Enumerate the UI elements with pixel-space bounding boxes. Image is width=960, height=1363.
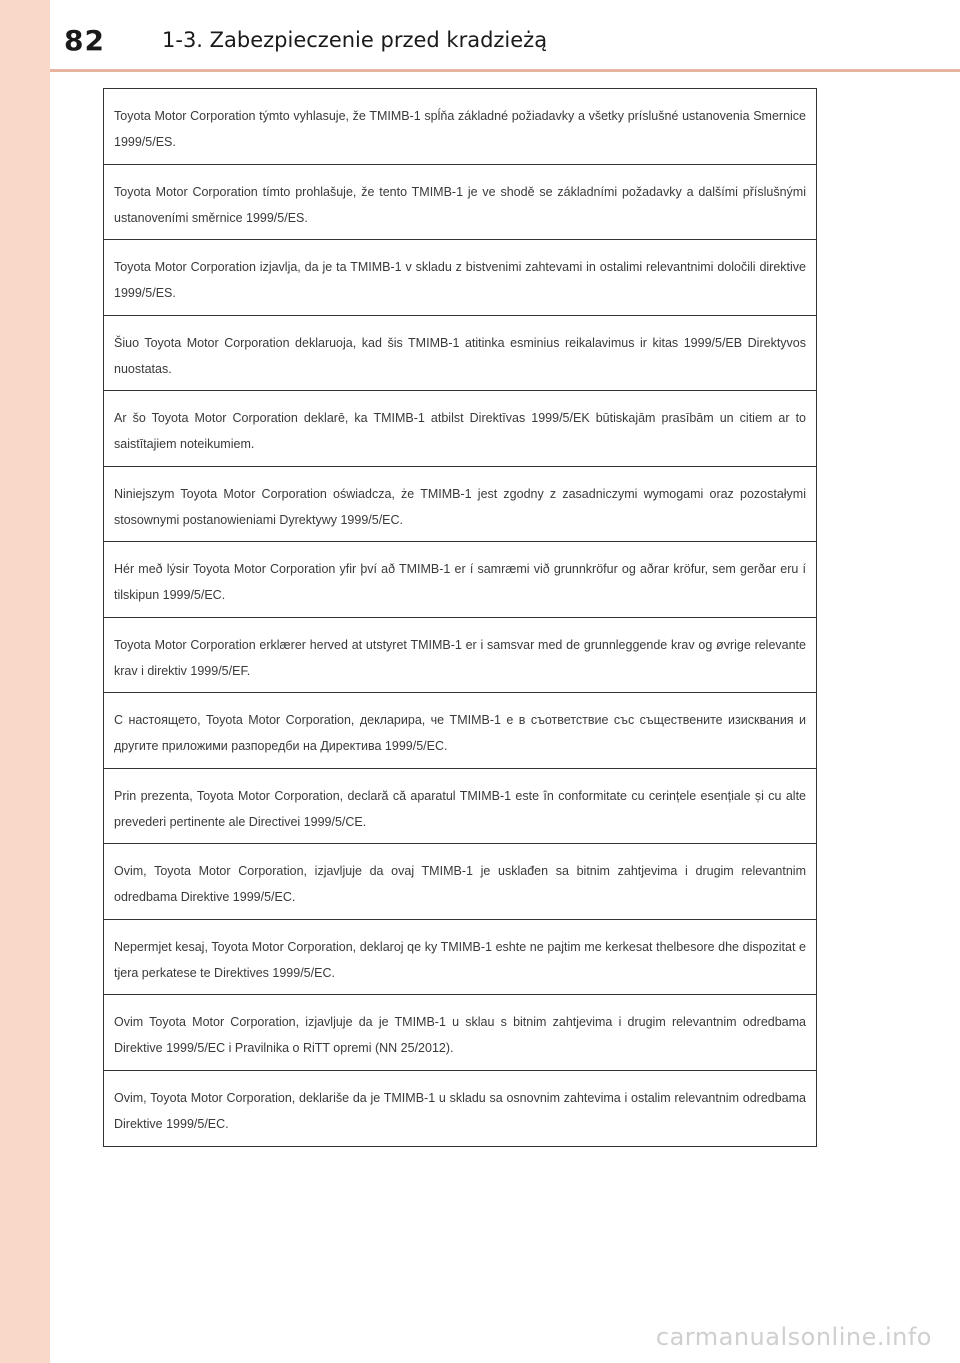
page-header: [0, 0, 960, 72]
declaration-row: Hér með lýsir Toyota Motor Corporation yfir því að TMIMB-1 er í samræmi við grunnkröfur og aðrar kröfur, sem gerðar eru í tilskipun 1999/5/EC.: [104, 542, 816, 618]
declarations-table: [103, 88, 817, 1147]
declaration-row: Ovim, Toyota Motor Corporation, deklariše da je TMIMB-1 u skladu sa osnovnim zahtevima i ostalim relevantnim odredbama Direktive 1999/5/EC.: [114, 1090, 806, 1131]
section-title: 1-3. Zabezpieczenie przed kradzieżą: [162, 28, 548, 52]
declaration-row: Toyota Motor Corporation izjavlja, da je ta TMIMB-1 v skladu z bistvenimi zahtevami in ostalimi relevantnimi določili direktive 1999/5/ES.: [104, 240, 816, 316]
declaration-row: С настоящето, Toyota Motor Corporation, декларира, че TMIMB-1 е в съответствие със съществените изисквания и другите приложими разпоредби на Директива 1999/5/EC.: [104, 693, 816, 769]
header-divider: [50, 69, 960, 72]
declaration-row: Toyota Motor Corporation týmto vyhlasuje, že TMIMB-1 spĺňa základné požiadavky a všetky príslušné ustanovenia Smernice 1999/5/ES.: [104, 89, 816, 165]
declaration-row: Šiuo Toyota Motor Corporation deklaruoja, kad šis TMIMB-1 atitinka esminius reikalavimus ir kitas 1999/5/EB Direktyvos nuostatas.: [104, 316, 816, 392]
declaration-row: Toyota Motor Corporation erklærer herved at utstyret TMIMB-1 er i samsvar med de grunnleggende krav og øvrige relevante krav i direktiv 1999/5/EF.: [104, 618, 816, 694]
declaration-row: Toyota Motor Corporation tímto prohlašuje, že tento TMIMB-1 je ve shodě se základními požadavky a dalšími příslušnými ustanoveními směrnice 1999/5/ES.: [104, 165, 816, 241]
page-number: 82: [64, 24, 105, 57]
declaration-row: Ar šo Toyota Motor Corporation deklarē, ka TMIMB-1 atbilst Direktīvas 1999/5/EK būtiskajām prasībām un citiem ar to saistītajiem noteikumiem.: [104, 391, 816, 467]
declaration-row: Ovim Toyota Motor Corporation, izjavljuje da je TMIMB-1 u sklau s bitnim zahtjevima i drugim relevantnim odredbama Direktive 1999/5/EC i Pravilnika o RiTT opremi (NN 25/2012).: [104, 995, 816, 1071]
side-color-band: [0, 0, 50, 1363]
watermark-text: carmanualsonline.info: [655, 1323, 932, 1351]
declaration-row: Niniejszym Toyota Motor Corporation oświadcza, że TMIMB-1 jest zgodny z zasadniczymi wymogami oraz pozostałymi stosownymi postanowieniami Dyrektywy 1999/5/EC.: [104, 467, 816, 543]
declaration-row: Prin prezenta, Toyota Motor Corporation, declară că aparatul TMIMB-1 este în conformitate cu cerințele esențiale și cu alte prevederi pertinente ale Directivei 1999/5/CE.: [104, 769, 816, 845]
declaration-row: Ovim, Toyota Motor Corporation, izjavljuje da ovaj TMIMB-1 je usklađen sa bitnim zahtjevima i drugim relevantnim odredbama Direktive 1999/5/EC.: [104, 844, 816, 920]
declaration-row: Nepermjet kesaj, Toyota Motor Corporation, deklaroj qe ky TMIMB-1 eshte ne pajtim me kerkesat thelbesore dhe dispozitat e tjera perkatese te Direktives 1999/5/EC.: [104, 920, 816, 996]
